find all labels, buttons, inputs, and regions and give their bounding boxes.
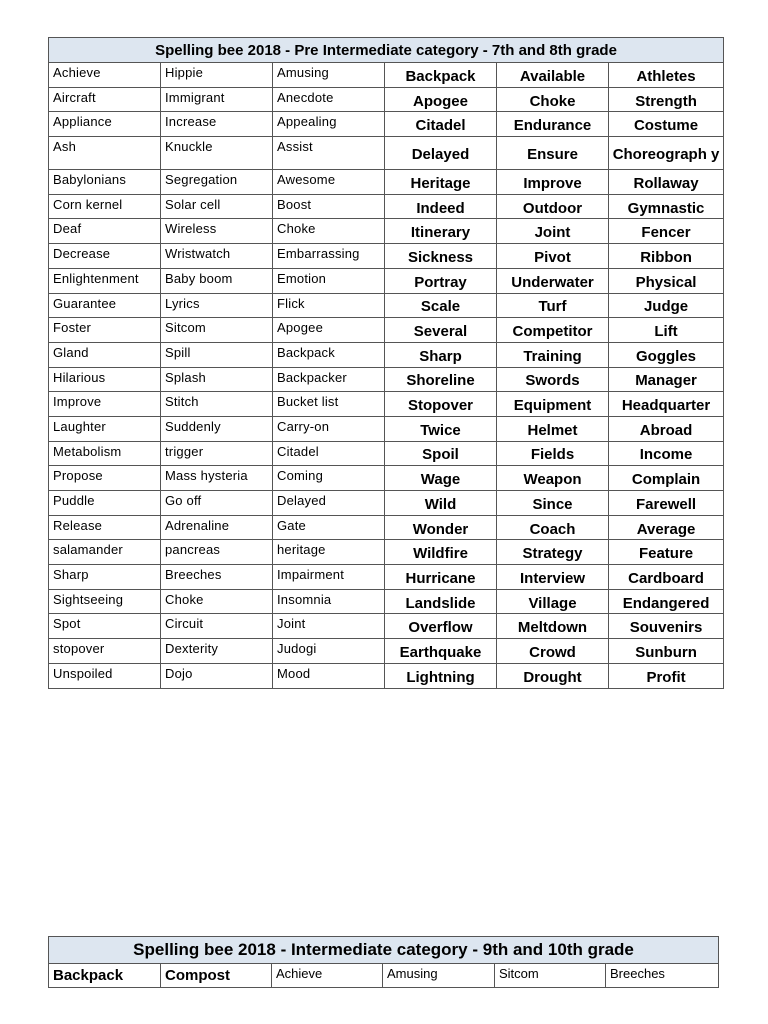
word-cell: Circuit — [161, 614, 273, 639]
word-cell: Aircraft — [49, 87, 161, 112]
word-cell: Judge — [609, 293, 724, 318]
word-cell: Lightning — [385, 663, 497, 688]
word-cell: Endangered — [609, 589, 724, 614]
word-cell: Meltdown — [497, 614, 609, 639]
word-cell: Outdoor — [497, 194, 609, 219]
word-cell: Citadel — [273, 441, 385, 466]
intermediate-word-table — [48, 936, 719, 988]
word-cell: Amusing — [273, 63, 385, 88]
table-row — [49, 137, 724, 170]
word-cell: Spoil — [385, 441, 497, 466]
word-cell: Sunburn — [609, 639, 724, 664]
word-cell: Lyrics — [161, 293, 273, 318]
word-cell: Fields — [497, 441, 609, 466]
word-cell: Wireless — [161, 219, 273, 244]
table-row — [49, 441, 724, 466]
word-cell: Knuckle — [161, 137, 273, 170]
table-row — [49, 87, 724, 112]
word-cell: Coming — [273, 466, 385, 491]
word-cell: Swords — [497, 367, 609, 392]
word-cell: Go off — [161, 491, 273, 516]
table-row — [49, 614, 724, 639]
word-cell: Several — [385, 318, 497, 343]
word-cell: Hippie — [161, 63, 273, 88]
word-cell: Athletes — [609, 63, 724, 88]
word-cell: Sickness — [385, 244, 497, 269]
word-cell: Breeches — [606, 964, 719, 988]
word-cell: heritage — [273, 540, 385, 565]
word-cell: Landslide — [385, 589, 497, 614]
word-cell: Amusing — [383, 964, 495, 988]
word-cell: Judogi — [273, 639, 385, 664]
word-cell: Corn kernel — [49, 194, 161, 219]
word-cell: Appealing — [273, 112, 385, 137]
word-cell: Cardboard — [609, 565, 724, 590]
word-cell: Backpacker — [273, 367, 385, 392]
table-title: Spelling bee 2018 - Pre Intermediate category - 7th and 8th grade — [49, 38, 724, 63]
word-cell: Hurricane — [385, 565, 497, 590]
table-row — [49, 639, 724, 664]
word-cell: Apogee — [385, 87, 497, 112]
word-cell: Fencer — [609, 219, 724, 244]
word-cell: Boost — [273, 194, 385, 219]
word-cell: Citadel — [385, 112, 497, 137]
pre-intermediate-word-table — [48, 37, 724, 689]
word-cell: Indeed — [385, 194, 497, 219]
word-cell: pancreas — [161, 540, 273, 565]
word-cell: Underwater — [497, 268, 609, 293]
word-cell: Drought — [497, 663, 609, 688]
word-cell: Achieve — [49, 63, 161, 88]
word-cell: Sitcom — [161, 318, 273, 343]
table-row — [49, 565, 724, 590]
word-cell: Joint — [273, 614, 385, 639]
word-cell: Appliance — [49, 112, 161, 137]
word-cell: Babylonians — [49, 170, 161, 195]
word-cell: Scale — [385, 293, 497, 318]
word-cell: Stopover — [385, 392, 497, 417]
word-cell: Gymnastic — [609, 194, 724, 219]
word-cell: Wild — [385, 491, 497, 516]
word-cell: Spot — [49, 614, 161, 639]
word-cell: Endurance — [497, 112, 609, 137]
word-cell: Training — [497, 342, 609, 367]
word-cell: Deaf — [49, 219, 161, 244]
word-cell: Laughter — [49, 416, 161, 441]
word-cell: Sightseeing — [49, 589, 161, 614]
table-row — [49, 194, 724, 219]
word-cell: Delayed — [385, 137, 497, 170]
word-cell: Competitor — [497, 318, 609, 343]
table-row — [49, 268, 724, 293]
word-cell: Breeches — [161, 565, 273, 590]
table-row — [49, 367, 724, 392]
word-cell: Release — [49, 515, 161, 540]
word-cell: Rollaway — [609, 170, 724, 195]
word-cell: Headquarter — [609, 392, 724, 417]
table-row — [49, 170, 724, 195]
table-row — [49, 515, 724, 540]
word-cell: Insomnia — [273, 589, 385, 614]
word-cell: Since — [497, 491, 609, 516]
word-cell: Unspoiled — [49, 663, 161, 688]
word-cell: Awesome — [273, 170, 385, 195]
word-cell: Wonder — [385, 515, 497, 540]
word-cell: stopover — [49, 639, 161, 664]
word-cell: Earthquake — [385, 639, 497, 664]
word-cell: Itinerary — [385, 219, 497, 244]
word-cell: Twice — [385, 416, 497, 441]
word-cell: Backpack — [49, 964, 161, 988]
word-cell: Complain — [609, 466, 724, 491]
word-cell: Ensure — [497, 137, 609, 170]
word-cell: Equipment — [497, 392, 609, 417]
word-cell: Ash — [49, 137, 161, 170]
table-row — [49, 342, 724, 367]
word-cell: Wildfire — [385, 540, 497, 565]
word-cell: Weapon — [497, 466, 609, 491]
word-cell: Increase — [161, 112, 273, 137]
table-row — [49, 112, 724, 137]
word-cell: Choreograph y — [609, 137, 724, 170]
word-cell: Joint — [497, 219, 609, 244]
word-cell: trigger — [161, 441, 273, 466]
word-cell: Guarantee — [49, 293, 161, 318]
table-row — [49, 416, 724, 441]
word-cell: Available — [497, 63, 609, 88]
word-cell: Sharp — [385, 342, 497, 367]
word-cell: Lift — [609, 318, 724, 343]
table-row — [49, 244, 724, 269]
word-cell: Overflow — [385, 614, 497, 639]
word-cell: Pivot — [497, 244, 609, 269]
word-cell: Improve — [497, 170, 609, 195]
word-cell: Metabolism — [49, 441, 161, 466]
word-cell: Stitch — [161, 392, 273, 417]
word-cell: Mood — [273, 663, 385, 688]
word-cell: Shoreline — [385, 367, 497, 392]
table-row — [49, 663, 724, 688]
table-row — [49, 63, 724, 88]
word-cell: Abroad — [609, 416, 724, 441]
word-cell: Backpack — [385, 63, 497, 88]
word-cell: Foster — [49, 318, 161, 343]
word-cell: Improve — [49, 392, 161, 417]
word-cell: Bucket list — [273, 392, 385, 417]
word-cell: Apogee — [273, 318, 385, 343]
word-cell: Portray — [385, 268, 497, 293]
word-cell: Income — [609, 441, 724, 466]
word-cell: Choke — [273, 219, 385, 244]
word-cell: Delayed — [273, 491, 385, 516]
table-row — [49, 318, 724, 343]
word-cell: Sharp — [49, 565, 161, 590]
word-cell: Physical — [609, 268, 724, 293]
table-row — [49, 392, 724, 417]
word-cell: Coach — [497, 515, 609, 540]
table-row — [49, 964, 719, 988]
word-cell: Heritage — [385, 170, 497, 195]
word-cell: Average — [609, 515, 724, 540]
word-cell: Suddenly — [161, 416, 273, 441]
word-cell: Achieve — [272, 964, 383, 988]
word-cell: Impairment — [273, 565, 385, 590]
word-cell: Interview — [497, 565, 609, 590]
word-cell: Carry-on — [273, 416, 385, 441]
word-cell: Splash — [161, 367, 273, 392]
word-cell: Feature — [609, 540, 724, 565]
word-cell: Emotion — [273, 268, 385, 293]
word-cell: Mass hysteria — [161, 466, 273, 491]
word-cell: Anecdote — [273, 87, 385, 112]
word-cell: Helmet — [497, 416, 609, 441]
word-cell: Baby boom — [161, 268, 273, 293]
word-cell: Strategy — [497, 540, 609, 565]
word-cell: Backpack — [273, 342, 385, 367]
word-cell: Adrenaline — [161, 515, 273, 540]
word-cell: Decrease — [49, 244, 161, 269]
word-cell: Choke — [497, 87, 609, 112]
table-row — [49, 540, 724, 565]
word-cell: Costume — [609, 112, 724, 137]
table-row — [49, 491, 724, 516]
word-cell: Goggles — [609, 342, 724, 367]
word-cell: Dojo — [161, 663, 273, 688]
word-cell: Dexterity — [161, 639, 273, 664]
word-cell: Embarrassing — [273, 244, 385, 269]
word-cell: Assist — [273, 137, 385, 170]
table-row — [49, 219, 724, 244]
word-cell: Choke — [161, 589, 273, 614]
word-cell: Sitcom — [495, 964, 606, 988]
word-cell: Hilarious — [49, 367, 161, 392]
word-cell: Spill — [161, 342, 273, 367]
word-cell: Ribbon — [609, 244, 724, 269]
word-cell: Turf — [497, 293, 609, 318]
word-cell: Strength — [609, 87, 724, 112]
word-cell: Manager — [609, 367, 724, 392]
table-row — [49, 589, 724, 614]
word-cell: Profit — [609, 663, 724, 688]
word-cell: Wristwatch — [161, 244, 273, 269]
word-cell: Village — [497, 589, 609, 614]
word-cell: Souvenirs — [609, 614, 724, 639]
word-cell: Compost — [161, 964, 272, 988]
word-cell: Propose — [49, 466, 161, 491]
table-row — [49, 293, 724, 318]
word-cell: Wage — [385, 466, 497, 491]
word-cell: Solar cell — [161, 194, 273, 219]
table-title: Spelling bee 2018 - Intermediate category - 9th and 10th grade — [49, 937, 719, 964]
word-cell: Farewell — [609, 491, 724, 516]
table-row — [49, 466, 724, 491]
word-cell: Immigrant — [161, 87, 273, 112]
word-cell: Puddle — [49, 491, 161, 516]
word-cell: Enlightenment — [49, 268, 161, 293]
word-cell: Crowd — [497, 639, 609, 664]
word-cell: Segregation — [161, 170, 273, 195]
word-cell: Gate — [273, 515, 385, 540]
word-cell: Flick — [273, 293, 385, 318]
word-cell: Gland — [49, 342, 161, 367]
word-cell: salamander — [49, 540, 161, 565]
